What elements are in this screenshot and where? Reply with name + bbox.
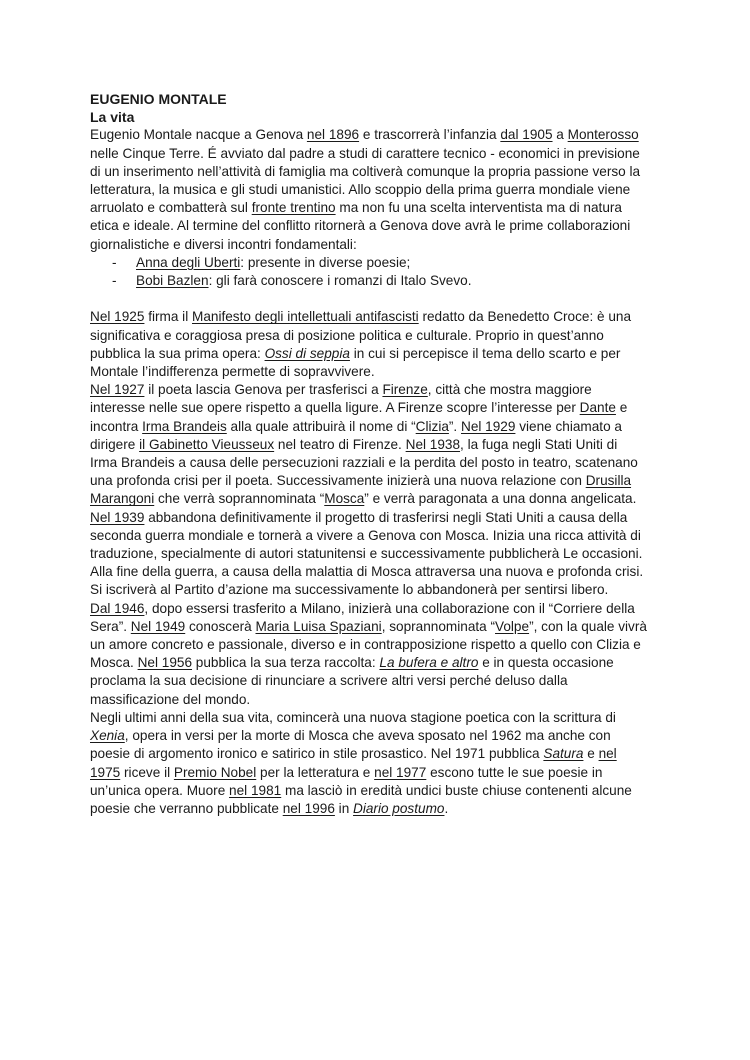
text-run: una profonda crisi per il poeta. Successivamente inizierà una nuova relazione con [90, 473, 586, 489]
text-line [90, 199, 662, 217]
text-run: ma non fu una scelta interventista ma di natura [335, 200, 622, 216]
text-line [90, 618, 662, 636]
text-line [90, 363, 662, 381]
text-run: : presente in diverse poesie; [240, 254, 411, 270]
underlined-term: Volpe [495, 618, 530, 634]
text-line [90, 691, 662, 709]
text-run: Si iscriverà al Partito d’azione ma successivamente lo abbandonerà per sentirsi libero. [90, 582, 609, 598]
text-line [90, 181, 662, 199]
text-line [90, 782, 662, 800]
text-run: massificazione del mondo. [90, 691, 251, 707]
work-title: Ossi di seppia [264, 345, 350, 361]
list-item [90, 272, 662, 290]
text-line [90, 509, 662, 527]
text-run: alla quale attribuirà il nome di “ [226, 418, 416, 434]
text-line [90, 217, 662, 235]
text-run: Irma Brandeis a causa delle persecuzioni razziali e la perdita del posto in teatro, scatenano [90, 455, 638, 471]
text-run: e [615, 400, 628, 416]
text-run: arruolato e combatterà sul [90, 200, 252, 216]
text-line [90, 636, 662, 654]
text-run: , la fuga negli Stati Uniti di [460, 436, 618, 452]
text-line [90, 418, 662, 436]
text-run: Eugenio Montale nacque a Genova [90, 127, 307, 143]
text-run: ” e verrà paragonata a una donna angelicata. [364, 491, 637, 507]
text-run: poesie di argomento ironico e satirico in stile prosastico. Nel 1971 pubblica [90, 746, 544, 762]
text-line [90, 236, 662, 254]
text-run: significativa e coraggiosa presa di posizione politica e culturale. Proprio in quest’anno [90, 327, 604, 343]
text-line [90, 490, 662, 508]
document-body [90, 90, 662, 818]
underlined-term: nel 1896 [306, 127, 360, 143]
underlined-term: Monterosso [567, 127, 639, 143]
text-line [90, 709, 662, 727]
text-line [90, 472, 662, 490]
text-line [90, 600, 662, 618]
text-run: letteratura, la musica e gli studi umanistici. Allo scoppio della prima guerra mondiale viene [90, 182, 631, 198]
text-run: che verrà soprannominata “ [154, 491, 325, 507]
text-run: incontra [90, 418, 143, 434]
text-line [90, 727, 662, 745]
text-run: e in questa occasione [478, 655, 614, 671]
text-line [90, 581, 662, 599]
underlined-term: Nel 1949 [130, 618, 186, 634]
text-line [90, 381, 662, 399]
text-line [90, 327, 662, 345]
text-run: nel teatro di Firenze. [274, 436, 406, 452]
underlined-term: Nel 1925 [90, 309, 145, 325]
list-item [90, 254, 662, 272]
text-run: di un inserimento nell’attività di famiglia ma coltiverà comunque la propria passione verso la [90, 163, 641, 179]
underlined-term: Nel 1938 [405, 436, 461, 452]
underlined-term: fronte trentino [251, 200, 336, 216]
text-run: dirigere [90, 436, 140, 452]
text-line [90, 436, 662, 454]
underlined-term: Anna degli Uberti [136, 254, 241, 270]
underlined-term: Nel 1956 [137, 655, 193, 671]
paragraph-biography-career [90, 308, 662, 818]
underlined-term: Marangoni [90, 491, 155, 507]
text-line [90, 563, 662, 581]
text-run: . [444, 800, 449, 816]
text-run: etica e ideale. Al termine del conflitto ritornerà a Genova dove avrà le prime collaborazioni [90, 218, 631, 234]
underlined-term: Dante [579, 400, 616, 416]
text-run: seconda guerra mondiale e tornerà a vivere a Genova con Mosca. Inizia una ricca attività di [90, 527, 641, 543]
text-run: redatto da Benedetto Croce: è una [418, 309, 632, 325]
underlined-term: Drusilla [585, 473, 632, 489]
underlined-term: Premio Nobel [173, 764, 257, 780]
work-title: La bufera e altro [379, 655, 479, 671]
text-line [90, 399, 662, 417]
text-run: in [334, 800, 354, 816]
underlined-term: Firenze [382, 382, 428, 398]
underlined-term: dal 1905 [500, 127, 553, 143]
text-run: ”. [448, 418, 461, 434]
text-line [90, 654, 662, 672]
text-run: riceve il [120, 764, 174, 780]
text-line [90, 545, 662, 563]
underlined-term: nel [598, 746, 617, 762]
text-line [90, 672, 662, 690]
work-title: Diario postumo [353, 800, 445, 816]
underlined-term: Irma Brandeis [142, 418, 227, 434]
text-run: il poeta lascia Genova per trasferisci a [144, 382, 383, 398]
text-line [90, 745, 662, 763]
text-run: Alla fine della guerra, a causa della malattia di Mosca attraversa una nuova e profonda crisi. [90, 564, 644, 580]
underlined-term: nel 1981 [229, 782, 282, 798]
text-run: Mosca. [90, 655, 138, 671]
text-run: Montale l’indifferenza permette di sopravvivere. [90, 364, 375, 380]
text-line [90, 163, 662, 181]
text-run: pubblica la sua terza raccolta: [192, 655, 380, 671]
dash-bullet-icon: - [112, 254, 117, 270]
text-run: pubblica la sua prima opera: [90, 345, 265, 361]
paragraph-biography-early [90, 126, 662, 253]
underlined-term: Bobi Bazlen [136, 273, 209, 289]
text-run: a [552, 127, 568, 143]
section-heading: La vita [90, 109, 135, 126]
text-run: Sera”. [90, 618, 131, 634]
underlined-term: Nel 1929 [461, 418, 516, 434]
text-run: traduzione, specialmente di autori statunitensi e successivamente pubblicherà Le occasioni. [90, 546, 643, 562]
text-run: giornalistiche e diversi incontri fondamentali: [90, 236, 357, 252]
text-run: viene chiamato a [515, 418, 622, 434]
text-line [90, 454, 662, 472]
text-line [90, 126, 662, 144]
text-run: Negli ultimi anni della sua vita, comincerà una nuova stagione poetica con la scrittura di [90, 709, 616, 725]
underlined-term: 1975 [90, 764, 121, 780]
underlined-term: Clizia [415, 418, 449, 434]
text-line [90, 764, 662, 782]
work-title: Satura [543, 746, 584, 762]
underlined-term: Dal 1946 [90, 600, 145, 616]
text-run: per la letteratura e [256, 764, 375, 780]
text-line [90, 145, 662, 163]
document-title: EUGENIO MONTALE [90, 91, 227, 107]
work-title: Xenia [90, 728, 125, 744]
text-run: firma il [144, 309, 192, 325]
text-run: e trascorrerà l’infanzia [359, 127, 501, 143]
acquaintances-list [90, 254, 662, 290]
underlined-term: nel 1977 [374, 764, 427, 780]
text-run: : gli farà conoscere i romanzi di Italo Svevo. [208, 273, 472, 289]
underlined-term: il Gabinetto Vieusseux [139, 436, 275, 452]
text-run: un amore concreto e passionale, diverso e in contrapposizione rispetto a quello con Clizia e [90, 637, 641, 653]
text-run: escono tutte le sue poesie in [426, 764, 603, 780]
underlined-term: Manifesto degli intellettuali antifascisti [192, 309, 419, 325]
text-run: un’unica opera. Muore [90, 782, 230, 798]
text-run: ”, con la quale vivrà [529, 618, 647, 634]
text-run: , città che mostra maggiore [427, 382, 592, 398]
text-run: , opera in versi per la morte di Mosca che aveva sposato nel 1962 ma anche con [124, 728, 611, 744]
underlined-term: Mosca [324, 491, 365, 507]
underlined-term: Nel 1939 [90, 509, 145, 525]
paragraph-gap [90, 290, 662, 308]
text-run: e [583, 746, 599, 762]
underlined-term: nel 1996 [282, 800, 335, 816]
dash-bullet-icon: - [112, 273, 117, 289]
text-run: , dopo essersi trasferito a Milano, inizierà una collaborazione con il “Corriere della [144, 600, 635, 616]
text-line [90, 345, 662, 363]
text-run: nelle Cinque Terre. É avviato dal padre a studi di carattere tecnico - economici in previsione [90, 145, 640, 161]
underlined-term: Maria Luisa Spaziani [255, 618, 382, 634]
text-line [90, 800, 662, 818]
text-run: ma lasciò in eredità undici buste chiuse contenenti alcune [281, 782, 632, 798]
underlined-term: Nel 1927 [90, 382, 145, 398]
text-run: conoscerà [185, 618, 256, 634]
text-run: proclama la sua decisione di rinunciare a scrivere altri versi perché deluso dalla [90, 673, 568, 689]
text-run: interesse nelle sue opere rispetto a quella ligure. A Firenze scopre l’interesse per [90, 400, 580, 416]
text-run: abbandona definitivamente il progetto di trasferirsi negli Stati Uniti a causa della [144, 509, 628, 525]
text-run: in cui si percepisce il tema dello scarto e per [349, 345, 621, 361]
text-line [90, 527, 662, 545]
text-run: poesie che verranno pubblicate [90, 800, 283, 816]
text-run: , soprannominata “ [381, 618, 496, 634]
text-line [90, 308, 662, 326]
